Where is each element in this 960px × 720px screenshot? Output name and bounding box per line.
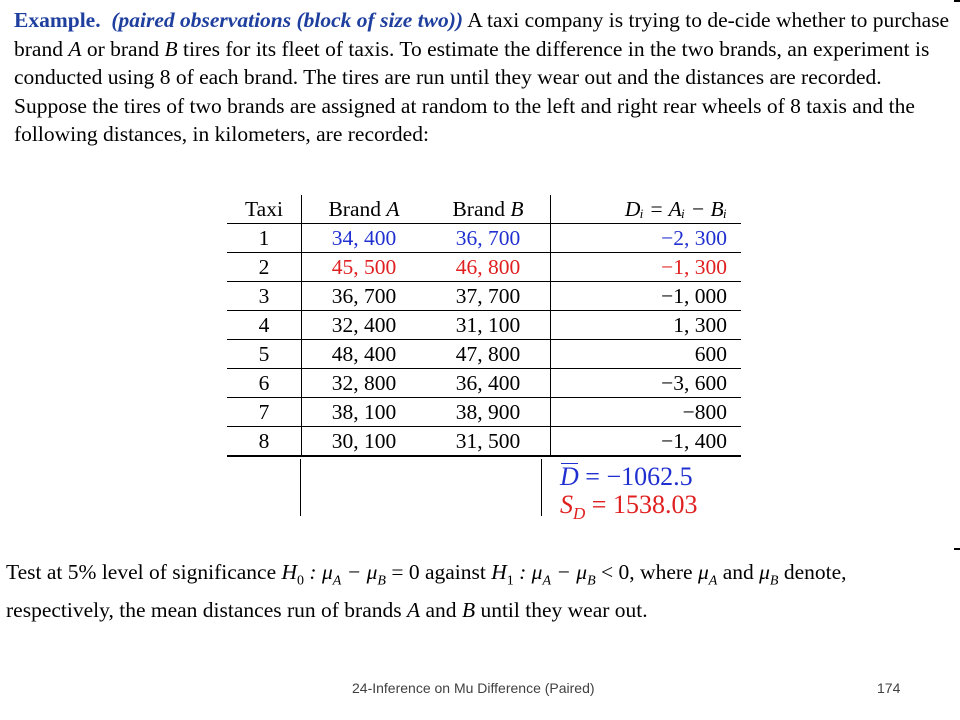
- cell-difference: 600: [551, 340, 742, 369]
- cell-brand-a: 36, 700: [302, 282, 427, 311]
- cell-brand-b: 36, 700: [426, 224, 551, 253]
- header-difference: Dᵢ = Aᵢ − Bᵢ: [624, 197, 727, 221]
- table-row: [227, 224, 741, 253]
- cell-brand-a: 32, 800: [302, 369, 427, 398]
- cell-brand-a: 34, 400: [302, 224, 427, 253]
- mean-difference: [560, 462, 693, 492]
- cell-difference: −800: [551, 398, 742, 427]
- cell-taxi: 1: [227, 224, 302, 253]
- cell-difference: −1, 000: [551, 282, 742, 311]
- cell-taxi: 2: [227, 253, 302, 282]
- table-header-row: [227, 195, 741, 224]
- intro-text-3: tires for its fleet of taxis. To estimate the difference in the two brands, an experiment is conducted using 8 of each brand. The tires are run until they wear out and the distances are recorded. Suppose the tires of two brands are assigned at random to the left and right rear wheels of 8 taxis and the following distances, in kilometers, are recorded:: [14, 36, 930, 146]
- summary-divider: [227, 456, 741, 459]
- table-row: [227, 427, 741, 456]
- page-number: 174: [877, 680, 901, 696]
- distances-table: [227, 195, 741, 456]
- sd-symbol: S: [560, 490, 573, 519]
- cell-brand-a: 30, 100: [302, 427, 427, 456]
- mean-value: = −1062.5: [578, 462, 693, 491]
- cell-brand-b: 38, 900: [426, 398, 551, 427]
- header-taxi: Taxi: [227, 195, 302, 224]
- summary-vline-left: [300, 459, 301, 516]
- sd-difference: [560, 490, 697, 529]
- cell-brand-b: 31, 500: [426, 427, 551, 456]
- cell-brand-a: 48, 400: [302, 340, 427, 369]
- table-row: [227, 282, 741, 311]
- cell-brand-b: 46, 800: [426, 253, 551, 282]
- cell-brand-b: 47, 800: [426, 340, 551, 369]
- cell-brand-a: 45, 500: [302, 253, 427, 282]
- example-paragraph: [14, 6, 954, 149]
- cell-brand-a: 38, 100: [302, 398, 427, 427]
- edge-mark-top: [954, 0, 960, 2]
- footer-title: 24-Inference on Mu Difference (Paired): [352, 680, 595, 696]
- table-row: [227, 311, 741, 340]
- cell-taxi: 4: [227, 311, 302, 340]
- cell-taxi: 7: [227, 398, 302, 427]
- example-heading: Example.: [14, 8, 101, 32]
- table-row: [227, 253, 741, 282]
- cell-taxi: 8: [227, 427, 302, 456]
- mean-symbol: D: [560, 462, 579, 491]
- intro-text-2: or brand: [81, 36, 165, 61]
- cell-taxi: 5: [227, 340, 302, 369]
- cell-difference: 1, 300: [551, 311, 742, 340]
- edge-mark-bottom: [954, 548, 960, 550]
- cell-difference: −1, 300: [551, 253, 742, 282]
- brand-a-symbol: A: [68, 36, 82, 61]
- cell-brand-b: 36, 400: [426, 369, 551, 398]
- question-paragraph: Test at 5% level of significance $H_0$ : $\mu_A - \mu_B = 0$ against $H_1$ : $\mu_A - \mu_B < 0$, where $\mu_A$ and $\mu_B$ denote, respectively, the mean distances run of brands A and B until they wear out.: [6, 560, 847, 622]
- sd-subscript: D: [573, 504, 586, 524]
- header-brand-b: Brand B: [426, 195, 551, 224]
- cell-difference: −3, 600: [551, 369, 742, 398]
- sd-value: = 1538.03: [585, 490, 698, 519]
- table-row: [227, 398, 741, 427]
- brand-b-symbol: B: [164, 36, 178, 61]
- cell-taxi: 6: [227, 369, 302, 398]
- intro-text-1: A taxi company is trying to de-cide whether to purchase brand: [14, 8, 950, 61]
- cell-taxi: 3: [227, 282, 302, 311]
- cell-brand-b: 31, 100: [426, 311, 551, 340]
- cell-difference: −2, 300: [551, 224, 742, 253]
- table-row: [227, 340, 741, 369]
- example-subheading: (paired observations (block of size two)): [111, 8, 464, 32]
- header-brand-a: Brand A: [328, 197, 400, 221]
- cell-brand-a: 32, 400: [302, 311, 427, 340]
- table-row: [227, 369, 741, 398]
- cell-difference: −1, 400: [551, 427, 742, 456]
- cell-brand-b: 37, 700: [426, 282, 551, 311]
- summary-vline-right: [541, 459, 542, 516]
